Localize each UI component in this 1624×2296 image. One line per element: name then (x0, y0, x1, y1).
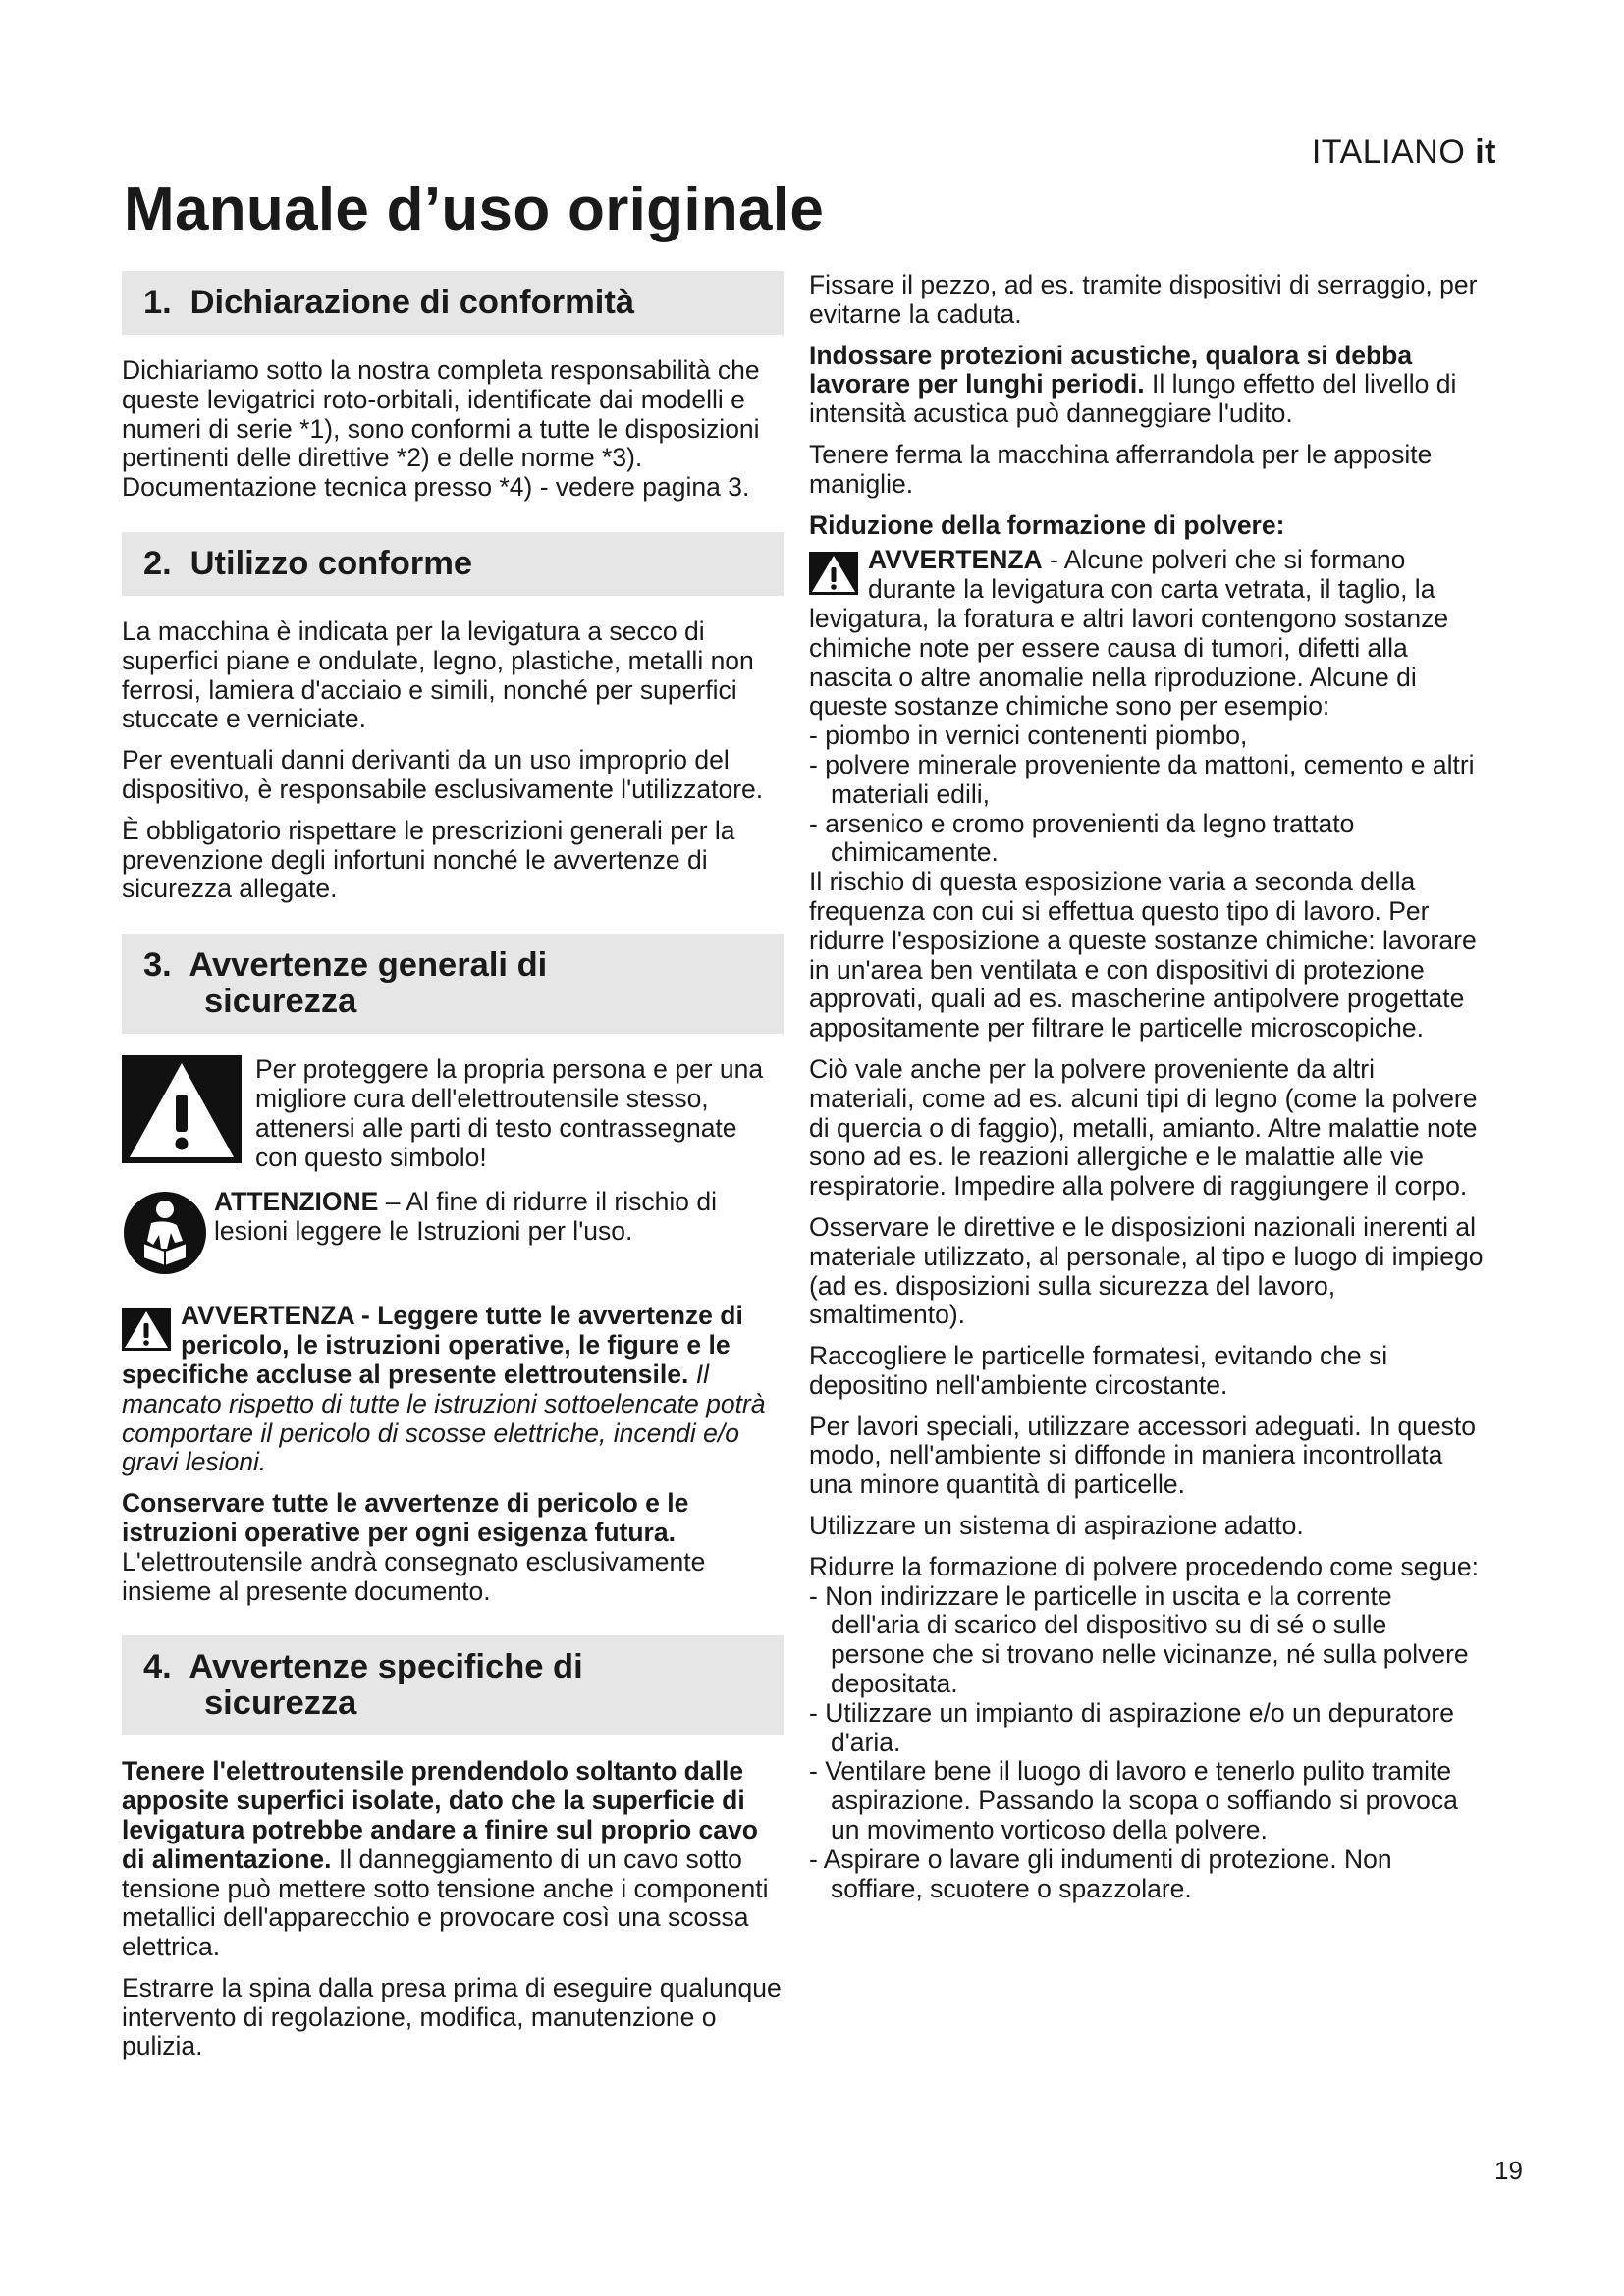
section-2-header (122, 532, 784, 596)
attention-label: ATTENZIONE (214, 1187, 379, 1217)
list-item: - polvere minerale proveniente da mattoni, cemento e altri materiali edili, (809, 751, 1487, 810)
section-title: Avvertenze generali di (189, 946, 548, 985)
section-title: Dichiarazione di conformità (189, 284, 635, 321)
attention-body: – Al fine di ridurre il rischio di lesioni leggere le Istruzioni per l'uso. (214, 1187, 717, 1247)
keep-instructions (122, 1489, 784, 1606)
section-1-header (122, 271, 784, 335)
insulated-grip-body: Il danneggiamento di un cavo sotto tensione può mettere sotto tensione anche i componenti metallici dell'apparecchio e provocare così una scossa elettrica. (122, 1843, 769, 1962)
list-item: - arsenico e cromo provenienti da legno trattato chimicamente. (809, 810, 1487, 869)
safety-symbol-block (122, 1055, 784, 1172)
warning-triangle-icon (122, 1055, 242, 1163)
section-4-header (122, 1635, 784, 1735)
warning-icon (809, 552, 858, 595)
language-code: it (1475, 133, 1496, 171)
dust-reduction-title: Riduzione della formazione di polvere: (809, 509, 1285, 540)
section-title: Avvertenze specifiche di (189, 1648, 583, 1686)
national-rules-text: Osservare le direttive e le disposizioni nazionali inerenti al materiale utilizzato, al personale, al tipo e luogo di impiego (ad es. disposizioni sulla sicurezza del lavoro, smaltimento). (809, 1211, 1484, 1330)
safety-symbol-text: Per proteggere la propria persona e per una migliore cura dell'elettroutensile stesso, attenersi alle parti di testo contrassegnate con questo simbolo! (255, 1054, 764, 1172)
misuse-text: Per eventuali danni derivanti da un uso improprio del dispositivo, è responsabile esclusivamente l'utilizzatore. (122, 745, 764, 804)
unplug-text: Estrarre la spina dalla presa prima di eseguire qualunque intervento di regolazione, modifica, manutenzione o pulizia. (122, 1972, 782, 2061)
special-accessories-text: Per lavori speciali, utilizzare accessori adeguati. In questo modo, nell'ambiente si diffonde in maniera incontrollata una minore quantità di particelle. (809, 1411, 1477, 1500)
read-manual-icon (122, 1190, 208, 1276)
insulated-grip-bold: Tenere l'elettroutensile prendendolo soltanto dalle apposite superfici isolate, dato che la superficie di levigatura potrebbe andare a finire sul proprio cavo di alimentazione. (122, 1756, 758, 1874)
section-3-header (122, 934, 784, 1034)
other-materials-text: Ciò vale anche per la polvere proveniente da altri materiali, come ad es. alcuni tipi di legno (come la polvere di quercia o di faggio), metalli, amianto. Altre malattie note sono ad es. le reazioni allergiche e le malattie alle vie respiratorie. Impedire alla polvere di raggiungere il corpo. (809, 1053, 1478, 1201)
read-all-warnings (122, 1302, 784, 1477)
dust-measures-list (809, 1582, 1487, 1904)
dust-warning-label: AVVERTENZA (868, 545, 1043, 575)
section-number: 3. (143, 946, 172, 985)
hold-machine-text: Tenere ferma la macchina afferrandola per le apposite maniglie. (809, 439, 1433, 499)
section-title-line2: sicurezza (204, 983, 357, 1021)
list-item: - Aspirare o lavare gli indumenti di protezione. Non soffiare, scuotere o spazzolare. (809, 1845, 1487, 1904)
dust-warning-body: - Alcune polveri che si formano durante la levigatura con carta vetrata, il taglio, la levigatura, la foratura e altri lavori contengono sostanze chimiche note per essere causa di tumori, difetti alla nascita o altre anomalie nella riproduzione. Alcune di queste sostanze chimiche sono per esempio: (809, 545, 1449, 721)
section-title-line2: sicurezza (204, 1684, 357, 1723)
warning-bold-text: AVVERTENZA - Leggere tutte le avvertenze di pericolo, le istruzioni operative, le figure e le specifiche accluse al presente elettroutensile. (122, 1301, 743, 1389)
reduce-dust-intro: Ridurre la formazione di polvere procedendo come segue: (809, 1551, 1480, 1581)
list-item: - Ventilare bene il luogo di lavoro e tenerlo pulito tramite aspirazione. Passando la scopa o soffiando si provoca un movimento vorticoso della polvere. (809, 1757, 1487, 1844)
exposure-risk-text: Il rischio di questa esposizione varia a seconda della frequenza con cui si effettua questo tipo di lavoro. Per ridurre l'esposizione a queste sostanze chimiche: lavorare in un'area ben ventilata e con dispositivi di protezione approvati, quali ad es. mascherine antipolvere progettate appositamente per filtrare le particelle microscopiche. (809, 867, 1477, 1043)
section-number: 4. (143, 1648, 172, 1686)
hearing-protection-body: Il lungo effetto del livello di intensità acustica può danneggiare l'udito. (809, 369, 1457, 429)
list-item: - Utilizzare un impianto di aspirazione e/o un depuratore d'aria. (809, 1699, 1487, 1758)
keep-body-text: L'elettroutensile andrà consegnato esclusivamente insieme al presente documento. (122, 1546, 706, 1606)
insulated-grip-text (122, 1757, 784, 1962)
section-number: 2. (143, 544, 172, 582)
warning-italic-text: Il mancato rispetto di tutte le istruzioni sottoelencate potrà comportare il pericolo di scosse elettriche, incendi e/o gravi lesioni. (122, 1359, 766, 1477)
intended-use-text: La macchina è indicata per la levigatura a secco di superfici piane e ondulate, legno, plastiche, metalli non ferrosi, lamiera d'acciaio e simili, nonché per superfici stuccate e verniciate. (122, 615, 754, 734)
dust-warning (809, 546, 1487, 721)
hearing-protection-text (809, 342, 1487, 429)
extraction-text: Utilizzare un sistema di aspirazione adatto. (809, 1511, 1304, 1541)
page-number: 19 (1494, 2156, 1523, 2185)
collect-particles-text: Raccogliere le particelle formatesi, evitando che si depositino nell'ambiente circostante. (809, 1341, 1388, 1400)
list-item: - piombo in vernici contenenti piombo, (809, 721, 1487, 751)
conformity-text: Dichiariamo sotto la nostra completa responsabilità che queste levigatrici roto-orbitali, identificate dai modelli e numeri di serie *1), sono conformi a tutte le disposizioni pertinenti delle direttive *2) e delle norme *3). Documentazione tecnica presso *4) - vedere pagina 3. (122, 355, 760, 503)
section-title: Utilizzo conforme (189, 544, 473, 582)
prescriptions-text: È obbligatorio rispettare le prescrizioni generali per la prevenzione degli infortuni nonché le avvertenze di sicurezza allegate. (122, 815, 735, 904)
right-column (809, 271, 1487, 1903)
warning-icon (122, 1308, 171, 1351)
left-column (122, 271, 784, 2073)
section-number: 1. (143, 284, 172, 321)
read-manual-block (122, 1188, 784, 1276)
substances-list (809, 721, 1487, 868)
page-title: Manuale d’uso originale (124, 176, 825, 243)
keep-bold-text: Conservare tutte le avvertenze di pericolo e le istruzioni operative per ogni esigenza futura. (122, 1488, 689, 1547)
list-item: - Non indirizzare le particelle in uscita e la corrente dell'aria di scarico del dispositivo su di sé o sulle persone che si trovano nelle vicinanze, né sulla polvere depositata. (809, 1582, 1487, 1699)
secure-workpiece-text: Fissare il pezzo, ad es. tramite dispositivi di serraggio, per evitarne la caduta. (809, 270, 1478, 329)
hearing-protection-bold: Indossare protezioni acustiche, qualora si debba lavorare per lunghi periodi. (809, 340, 1413, 400)
attention-text (214, 1188, 784, 1247)
language-label (1312, 133, 1496, 172)
language-name: ITALIANO (1311, 133, 1466, 171)
